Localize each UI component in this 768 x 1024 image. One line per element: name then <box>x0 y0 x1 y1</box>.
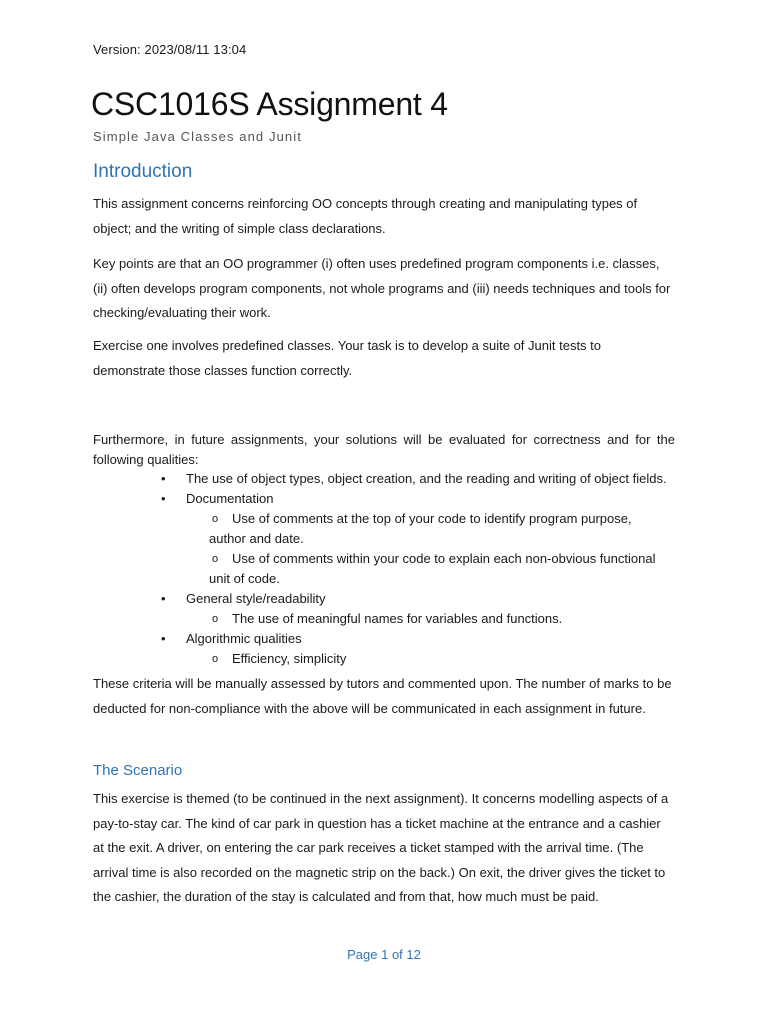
sub-list-item: o Use of comments at the top of your code to identify program purpose, author and date. <box>209 511 632 546</box>
intro-paragraph-2: Key points are that an OO programmer (i) often uses predefined program components i.e. classes, (ii) often develops program components, not whole programs and (iii) needs techniques and tools for checking/evaluating their work. <box>93 256 671 320</box>
heading-introduction: Introduction <box>93 161 193 182</box>
intro-paragraph-3: Exercise one involves predefined classes. Your task is to develop a suite of Junit tests to demonstrate those classes function correctly. <box>93 338 602 378</box>
circle-bullet-icon: o <box>212 613 219 625</box>
qualities-list <box>93 469 683 669</box>
list-item: • Algorithmic qualities <box>93 629 683 649</box>
scenario-paragraph-1: This exercise is themed (to be continued in the next assignment). It concerns modelling aspects of a pay-to-stay car. The kind of car park in question has a ticket machine at the entrance and a cashier at the exit. A driver, on entering the car park receives a ticket stamped with the arrival time. (The arrival time is also recorded on the magnetic strip on the back.) On exit, the driver gives the ticket to the cashier, the duration of the stay is calculated and from that, how much must be paid. <box>93 791 669 904</box>
intro-paragraph-4: Furthermore, in future assignments, your solutions will be evaluated for correctness and for the following qualities: <box>93 432 675 467</box>
heading-scenario: The Scenario <box>93 762 183 779</box>
sub-list-item: o The use of meaningful names for variables and functions. <box>93 609 659 629</box>
bullet-icon: • <box>161 591 166 606</box>
bullet-icon: • <box>161 471 166 486</box>
list-item: • General style/readability <box>93 589 683 609</box>
sub-list-item: o Efficiency, simplicity <box>93 649 659 669</box>
document-subtitle: Simple Java Classes and Junit <box>93 129 302 144</box>
intro-paragraph-1: This assignment concerns reinforcing OO concepts through creating and manipulating types of object; and the writing of simple class declarations. <box>93 196 638 236</box>
intro-paragraph-5: These criteria will be manually assessed by tutors and commented upon. The number of marks to be deducted for non-compliance with the above will be communicated in each assignment in future. <box>93 676 672 716</box>
page-number: Page 1 of 12 <box>347 947 421 962</box>
circle-bullet-icon: o <box>212 653 219 665</box>
bullet-icon: • <box>161 491 166 506</box>
version-line: Version: 2023/08/11 13:04 <box>93 42 247 57</box>
document-title: CSC1016S Assignment 4 <box>91 86 448 122</box>
circle-bullet-icon: o <box>212 513 219 525</box>
bullet-icon: • <box>161 631 166 646</box>
sub-list-item: o Use of comments within your code to explain each non-obvious functional unit of code. <box>209 551 656 586</box>
circle-bullet-icon: o <box>212 553 219 565</box>
list-item: • Documentation <box>93 489 683 509</box>
list-item: • The use of object types, object creation, and the reading and writing of object fields. <box>93 469 683 489</box>
